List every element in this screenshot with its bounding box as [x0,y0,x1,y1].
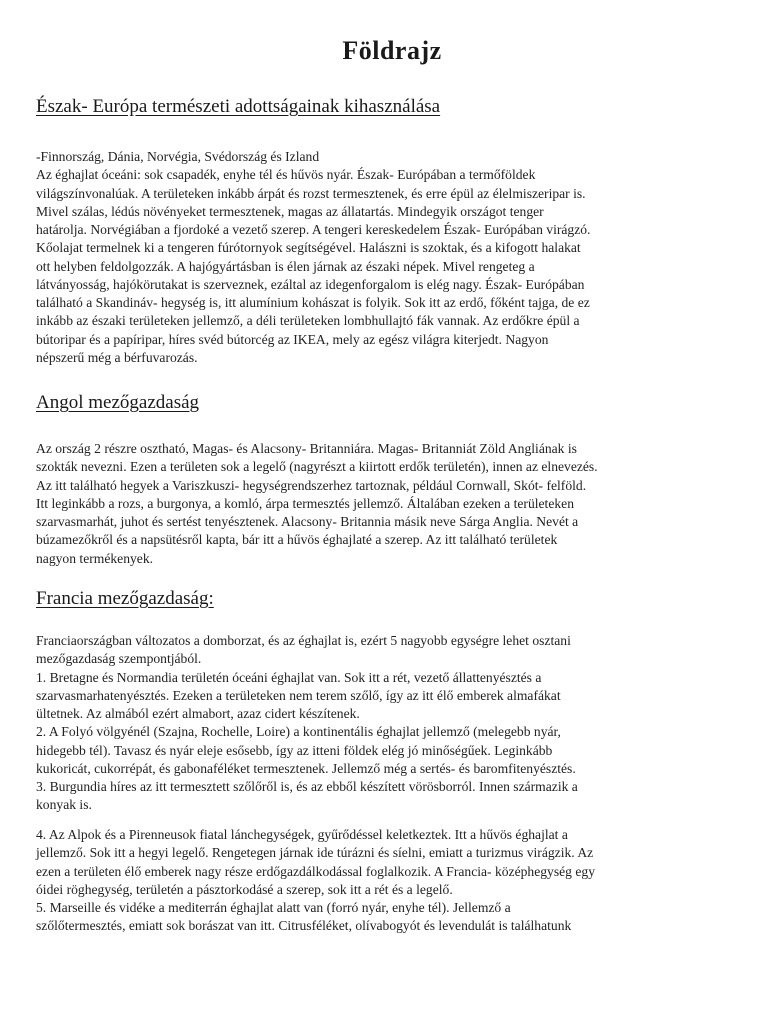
section-heading-angol: Angol mezőgazdaság [36,392,200,413]
paragraph-angol: Az ország 2 részre osztható, Magas- és Alacsony- Britanniára. Magas- Britanniát Zöld Angliának is szokták nevezni. Ezen a területen sok a legelő (nagyrészt a kiirtott erdők területén), innen az elnevezés. Az itt található hegyek a Variszkuszi- hegységrendszerhez tartoznak, például Cornwall, Skót- felföld. Itt leginkább a rozs, a burgonya, a komló, árpa termesztés jellemző. Általában ezeken a területeken szarvasmarhát, juhot és sertést tenyésztenek. Alacsony- Britannia másik neve Sárga Anglia. Nevét a búzamezőkről és a napsütésről kapta, bár itt a hűvös éghajlaté a szerep. Az itt található területek nagyon termékenyek. [36,441,598,566]
paragraph-francia-1: Franciaországban változatos a domborzat, és az éghajlat is, ezért 5 nagyobb egységre lehet osztani mezőgazdaság szempontjából. 1. Bretagne és Normandia területén óceáni éghajlat van. Sok itt a rét, vezető állattenyésztés a szarvasmarhatenyésztés. Ezeken a területeken nem terem szőlő, így az itt élő emberek almafákat ültetnek. Az almából ezért almabort, azaz cidert készítenek. 2. A Folyó völgyénél (Szajna, Rochelle, Loire) a kontinentális éghajlat jellemző (melegebb nyár, hidegebb tél). Tavasz és nyár eleje esősebb, így az itteni földek elég jó minőségűek. Leginkább kukoricát, cukorrépát, és gabonaféléket termesztenek. Jellemző még a sertés- és baromfitenyésztés. 3. Burgundia híres az itt termesztett szőlőről is, és az ebből készített vörösborról. Innen származik a konyak is. [36,633,578,813]
document-title: Földrajz [342,36,442,65]
section-heading-eszak-europa: Észak- Európa természeti adottságainak kihasználása [36,96,441,117]
paragraph-francia-2: 4. Az Alpok és a Pirenneusok fiatal lánchegységek, gyűrődéssel keletkeztek. Itt a hűvös éghajlat a jellemző. Sok itt a hegyi legelő. Rengetegen járnak ide túrázni és síelni, emiatt a turizmus virágzik. Az ezen a területen élő emberek nagy része erdőgazdálkodással foglalkozik. A Francia- középhegység egy óidei röghegység, területén a pásztorkodásé a szerep, sok itt a rét és a legelő. 5. Marseille és vidéke a mediterrán éghajlat alatt van (forró nyár, enyhe tél). Jellemző a szőlőtermesztés, emiatt sok borászat van itt. Citrusféléket, olívabogyót és levendulát is találhatunk [36,827,595,934]
section-heading-francia: Francia mezőgazdaság: [36,588,214,609]
paragraph-eszak-europa: -Finnország, Dánia, Norvégia, Svédország és Izland Az éghajlat óceáni: sok csapadék, enyhe tél és hűvös nyár. Észak- Európában a termőföldek világszínvonalúak. A területeken inkább árpát és rozst termesztenek, és erre épül az élelmiszeripar is. Mivel szálas, lédús növényeket termesztenek, magas az állatartás. Mindegyik országot tenger határolja. Norvégiában a fjordoké a vezető szerep. A tengeri kereskedelem Észak- Európában virágzó. Kőolajat termelnek ki a tengeren fúrótornyok segítségével. Halászni is szoktak, és a kifogott halakat ott helyben feldolgozzák. A hajógyártásban is élen járnak az északi népek. Mivel rengeteg a látványosság, hajókörutakat is szerveznek, ezáltal az idegenforgalom is elég nagy. Észak- Európában található a Skandináv- hegység is, itt alumínium kohászat is folyik. Sok itt az erdő, főként tajga, de ez inkább az északi területeken jellemző, a déli területeken lombhullajtó fák vannak. Az erdőkre épül a bútoripar és a papíripar, híres svéd bútorcég az IKEA, mely az egész világra kiterjedt. Nagyon népszerű még a bérfuvarozás. [36,149,591,365]
